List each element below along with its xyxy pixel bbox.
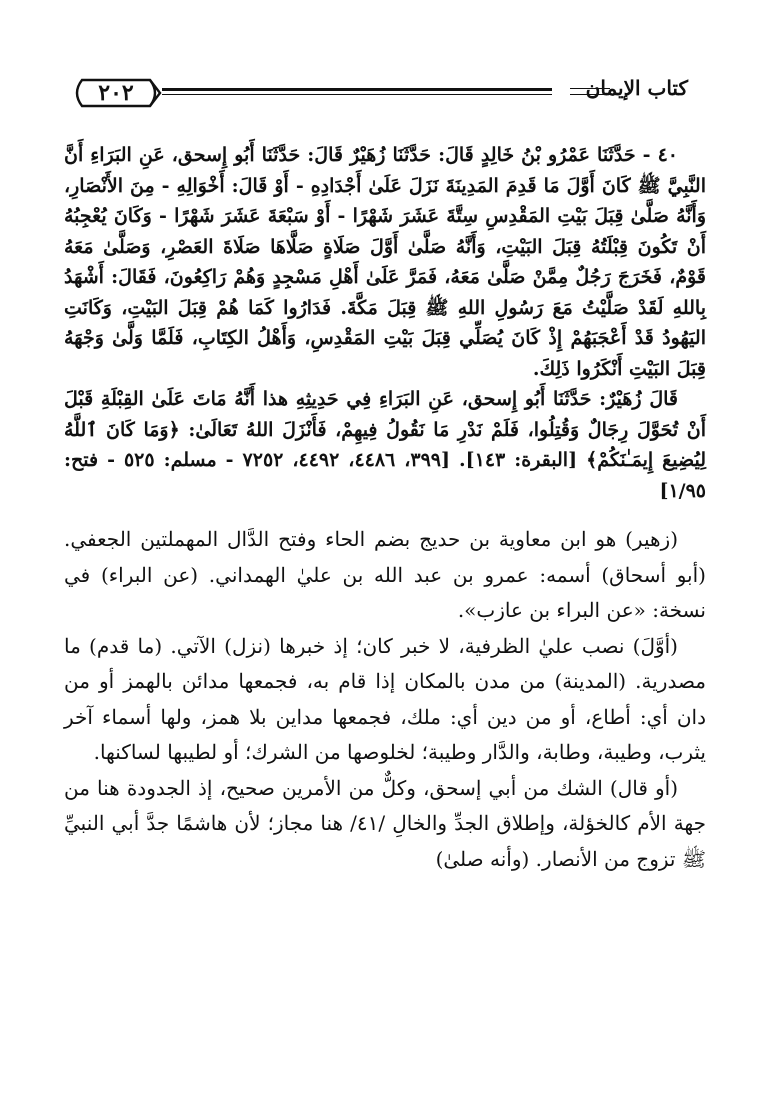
- page-content: [64, 140, 706, 877]
- hadith-paragraph: قَالَ زُهَيْرٌ: حَدَّثَنَا أَبُو إِسحق، عَنِ البَرَاءِ فِي حَدِيثِهِ هذا أَنَّهُ مَاتَ عَلَىٰ القِبْلَةِ قَبْلَ أَنْ تُحَوَّلَ رِجَالٌ وَقُتِلُوا، فَلَمْ نَدْرِ مَا نَقُولُ فِيهِمْ، فَأَنْزَلَ اللهُ تَعَالَىٰ: ﴿وَمَا كَانَ ٱللَّهُ لِيُضِيعَ إِيمَـٰنَكُمْ﴾ [البقرة: ١٤٣]. [٣٩٩، ٤٤٨٦، ٤٤٩٢، ٧٢٥٢ - مسلم: ٥٢٥ - فتح: ١/٩٥]: [64, 388, 707, 502]
- commentary-paragraph: (أو قال) الشك من أبي إسحق، وكلٌّ من الأمرين صحيح، إذ الجدودة هنا من جهة الأم كالخؤلة، وإطلاق الجدِّ والخالِ /٤١/ هنا مجاز؛ لأن هاشمًا جدَّ أبي النبيِّ ﷺ تزوج من الأنصار. (وأنه صلىٰ): [64, 775, 706, 871]
- book-title: كتاب الإيمان: [585, 76, 688, 100]
- commentary-text: [64, 522, 706, 877]
- header-rule-top: [162, 88, 552, 91]
- section-gap: [64, 506, 706, 522]
- commentary-paragraph: (زهير) هو ابن معاوية بن حديج بضم الحاء وفتح الدَّال المهملتين الجعفي. (أبو أسحاق) أسمه: عمرو بن عبد الله بن عليٰ الهمداني. (عن البراء) في نسخة: «عن البراء بن عازب».: [64, 527, 706, 622]
- page-header: [70, 70, 710, 118]
- page-number: ٢٠٢: [98, 80, 134, 106]
- commentary-paragraph: (أوَّلَ) نصب عليٰ الظرفية، لا خبر كان؛ إذ خبرها (نزل) الآتي. (ما قدم) ما مصدرية. (المدينة) من مدن بالمكان إذا قام به، فجمعها مدائن بالهمز أو من دان أي: أطاع، أو من دين أي: ملك، فجمعها مداين بلا همز، ولها أسماء آخر يثرب، وطيبة، وطابة، والدَّار وطيبة؛ لخلوصها من الشرك؛ أو لطيبها لساكنها.: [64, 633, 706, 764]
- page-number-badge: [70, 78, 162, 108]
- hadith-paragraph: ٤٠ - حَدَّثَنَا عَمْرُو بْنُ خَالِدٍ قَالَ: حَدَّثَنَا زُهَيْرٌ قَالَ: حَدَّثَنَا أَبُو إِسحق، عَنِ البَرَاءِ أَنَّ النَّبِيَّ ﷺ كَانَ أَوَّلَ مَا قَدِمَ المَدِينَةَ نَزَلَ عَلَىٰ أَجْدَادِهِ - أَوْ قَالَ: أَخْوَالِهِ - مِنَ الأَنْصَارِ، وَأَنَّهُ صَلَّىٰ قِبَلَ بَيْتِ المَقْدِسِ سِتَّةَ عَشَرَ شَهْرًا - أَوْ سَبْعَةَ عَشَرَ شَهْرًا - وَكَانَ يُعْجِبُهُ أَنْ تَكُونَ قِبْلَتُهُ قِبَلَ البَيْتِ، وَأَنَّهُ صَلَّىٰ أَوَّلَ صَلَاةٍ صَلَّاهَا صَلَاةَ العَصْرِ، وَصَلَّىٰ مَعَهُ قَوْمٌ، فَخَرَجَ رَجُلٌ مِمَّنْ صَلَّىٰ مَعَهُ، فَمَرَّ عَلَىٰ أَهْلِ مَسْجِدٍ وَهُمْ رَاكِعُونَ، فَقَالَ: أَشْهَدُ بِاللهِ لَقَدْ صَلَّيْتُ مَعَ رَسُولِ اللهِ ﷺ قِبَلَ مَكَّةَ. فَدَارُوا كَمَا هُمْ قِبَلَ البَيْتِ، وَكَانَتِ اليَهُودُ قَدْ أَعْجَبَهُمْ إِذْ كَانَ يُصَلِّي قِبَلَ بَيْتِ المَقْدِسِ، وَأَهْلُ الكِتَابِ، فَلَمَّا وَلَّىٰ وَجْهَهُ قِبَلَ البَيْتِ أَنْكَرُوا ذَلِكَ.: [64, 144, 706, 380]
- hadith-text: [64, 140, 706, 506]
- header-rule-bottom: [162, 94, 552, 95]
